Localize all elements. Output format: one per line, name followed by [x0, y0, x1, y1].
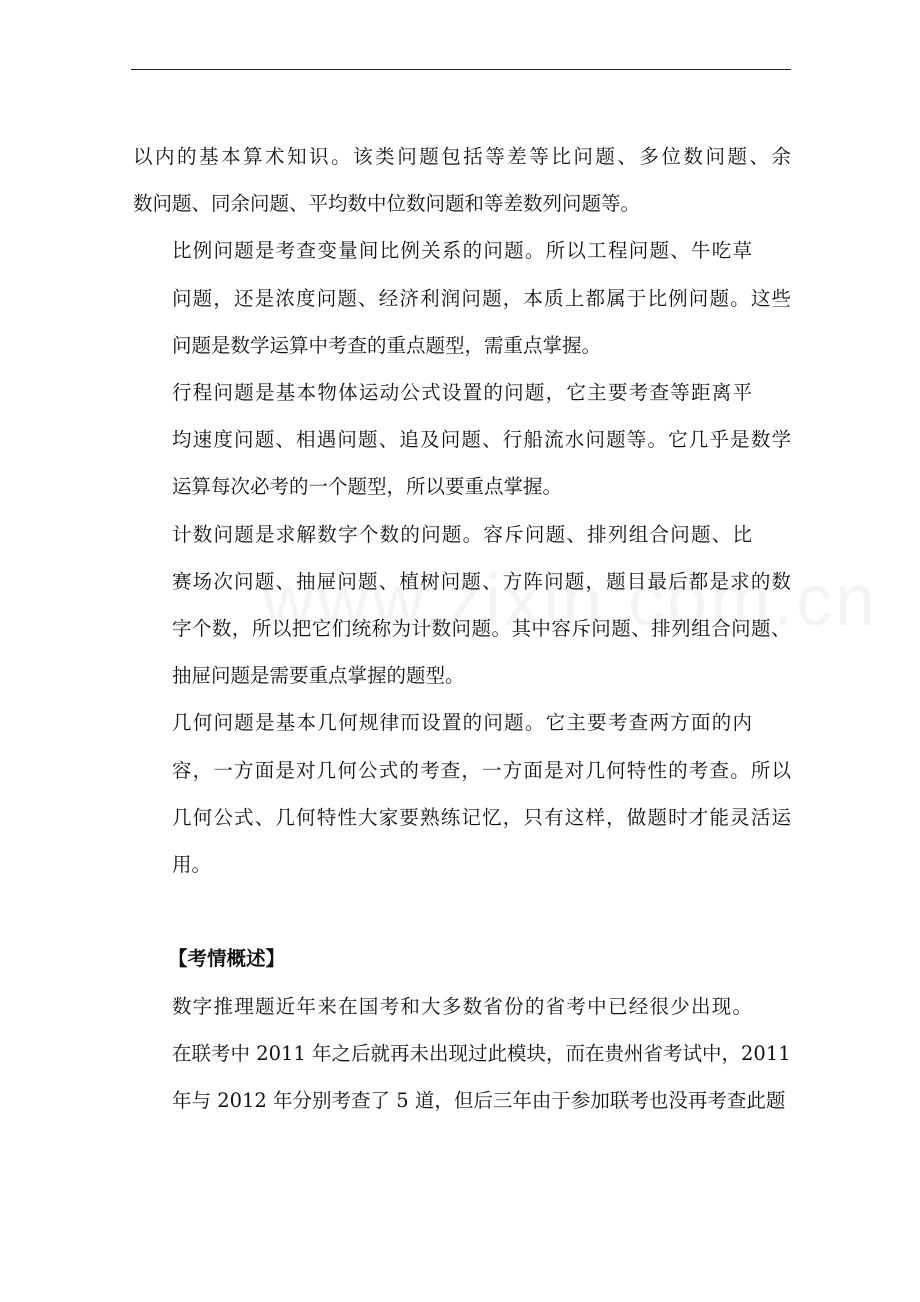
paragraph [133, 227, 791, 369]
paragraph [133, 511, 791, 700]
document-body [133, 133, 794, 1124]
section-heading: 【考情概述】 [168, 947, 286, 971]
paragraph [133, 369, 791, 511]
text-line: 比例问题是考查变量间比例关系的问题。所以工程问题、牛吃草 [172, 239, 754, 263]
text-line: 问题是数学运算中考查的重点题型，需重点掌握。 [172, 333, 602, 357]
text-line: 均速度问题、相遇问题、追及问题、行船流水问题等。它几乎是数学 [172, 428, 793, 452]
text-line: 赛场次问题、抽屉问题、植树问题、方阵问题，题目最后都是求的数 [172, 569, 793, 593]
text-line: 运算每次必考的一个题型，所以要重点掌握。 [172, 475, 563, 499]
text-line: 容，一方面是对几何公式的考查，一方面是对几何特性的考查。所以 [172, 758, 793, 782]
header-rule [131, 69, 791, 70]
text-line: 几何公式、几何特性大家要熟练记忆，只有这样，做题时才能灵活运 [172, 805, 793, 829]
text-line: 行程问题是基本物体运动公式设置的问题，它主要考查等距离平 [172, 381, 754, 405]
paragraph [133, 133, 794, 227]
paragraph [133, 699, 791, 888]
paragraph [133, 983, 791, 1125]
text-line: 数问题、同余问题、平均数中位数问题和等差数列问题等。 [133, 192, 641, 216]
blank-line [133, 888, 791, 935]
text-line: 年与 2012 年分别考查了 5 道，但后三年由于参加联考也没再考查此题 [172, 1089, 786, 1113]
text-line: 几何问题是基本几何规律而设置的问题。它主要考查两方面的内 [172, 711, 754, 735]
text-line: 问题，还是浓度问题、经济利润问题，本质上都属于比例问题。这些 [172, 286, 793, 310]
text-line: 以内的基本算术知识。该类问题包括等差等比问题、多位数问题、余 [133, 145, 794, 168]
text-line: 用。 [172, 853, 212, 877]
text-line: 数字推理题近年来在国考和大多数省份的省考中已经很少出现。 [172, 994, 754, 1018]
text-line: 字个数，所以把它们统称为计数问题。其中容斥问题、排列组合问题、 [172, 617, 791, 641]
text-line: 抽屉问题是需要重点掌握的题型。 [172, 664, 465, 688]
text-line: 在联考中 2011 年之后就再未出现过此模块，而在贵州省考试中，2011 [172, 1041, 791, 1065]
text-line: 计数问题是求解数字个数的问题。容斥问题、排列组合问题、比 [172, 522, 754, 546]
